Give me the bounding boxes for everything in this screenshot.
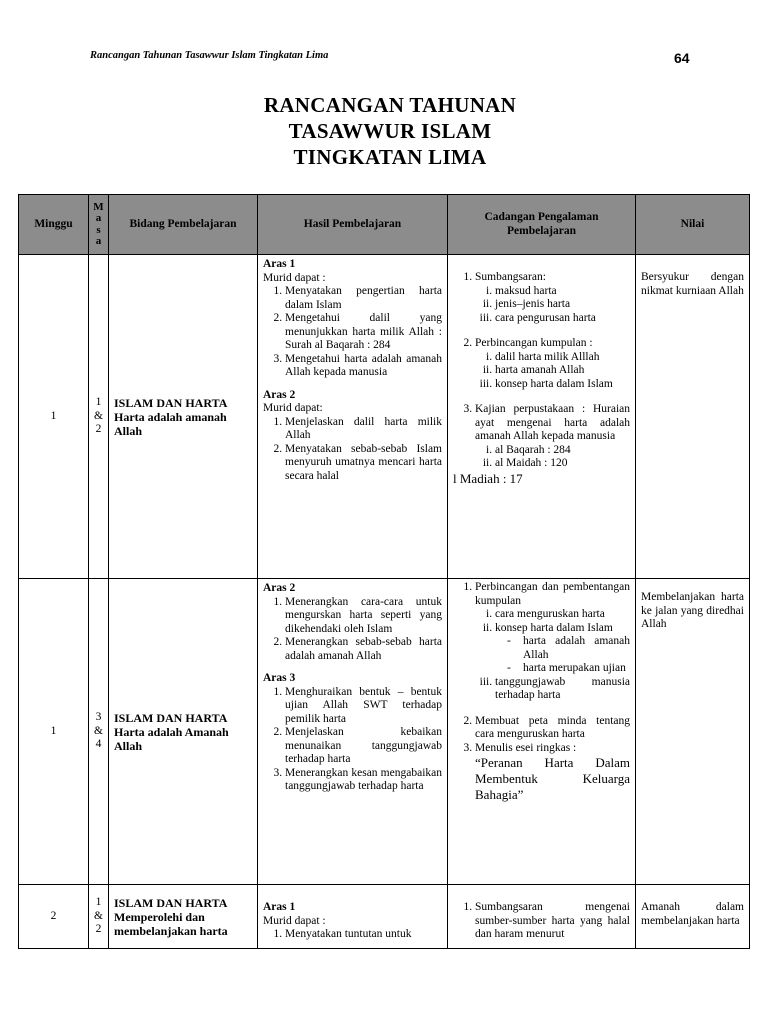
page-number: 64: [674, 50, 690, 66]
cadangan-cell: 1. Sumbangsaran: i. maksud harta ii. jenis–jenis harta iii. cara pengurusan harta 2. Perbincangan kumpulan : i. dalil harta milik Alllah ii. harta amanah Allah iii. konsep harta dalam Islam 3. Kajian perpustakaan : Huraian ayat mengenai harta adalah amanah Allah kepada manusia i. al Baqarah : 284 ii. al Maidah : 120 l Madiah : 17: [448, 255, 636, 579]
col-minggu: Minggu: [19, 195, 89, 255]
col-cadangan: Cadangan Pengalaman Pembelajaran: [448, 195, 636, 255]
title-line-1: RANCANGAN TAHUNAN: [263, 93, 517, 117]
table-row: [19, 255, 750, 579]
col-hasil: Hasil Pembelajaran: [258, 195, 448, 255]
cadangan-cell: 1. Perbincangan dan pembentangan kumpulan i. cara menguruskan harta ii. konsep harta dalam Islam - harta adalah amanah Allah - harta merupakan ujian iii. tanggungjawab manusia terhadap harta 2. Membuat peta minda tentang cara menguruskan harta 3. Menulis esei ringkas : “Peranan Harta Dalam Membentuk Keluarga Bahagia”: [448, 579, 636, 885]
nilai-cell: Amanah dalam membelanjakan harta: [636, 885, 750, 949]
hasil-cell: Aras 1 Murid dapat : 1. Menyatakan tuntutan untuk: [258, 885, 448, 949]
minggu-cell: 1: [19, 579, 89, 885]
minggu-cell: 2: [19, 885, 89, 949]
minggu-cell: 1: [19, 255, 89, 579]
nilai-cell: Membelanjakan harta ke jalan yang diredhai Allah: [636, 579, 750, 885]
col-masa: M a s a: [89, 195, 109, 255]
masa-cell: 1 & 2: [89, 885, 109, 949]
masa-cell: 1 & 2: [89, 255, 109, 579]
bidang-cell: ISLAM DAN HARTA Harta adalah amanah Allah: [109, 255, 258, 579]
cadangan-cell: 1. Sumbangsaran mengenai sumber-sumber harta yang halal dan haram menurut: [448, 885, 636, 949]
masa-cell: 3 & 4: [89, 579, 109, 885]
table-header-row: [19, 195, 750, 255]
table-row: [19, 579, 750, 885]
col-bidang: Bidang Pembelajaran: [109, 195, 258, 255]
hasil-cell: Aras 2 1. Menerangkan cara-cara untuk mengurskan harta seperti yang dikehendaki oleh Islam 2. Menerangkan sebab-sebab harta adalah amanah Allah Aras 3 1. Menghuraikan bentuk – bentuk ujian Allah SWT terhadap pemilik harta 2. Menjelaskan kebaikan menunaikan tanggungjawab terhadap harta 3. Menerangkan kesan mengabaikan tanggungjawab terhadap harta: [258, 579, 448, 885]
hasil-cell: Aras 1 Murid dapat : 1. Menyatakan pengertian harta dalam Islam 2. Mengetahui dalil yang menunjukkan harta milik Allah : Surah al Baqarah : 284 3. Mengetahui harta adalah amanah Allah kepada manusia Aras 2 Murid dapat: 1. Menjelaskan dalil harta milik Allah 2. Menyatakan sebab-sebab Islam menyuruh umatnya mencari harta secara halal: [258, 255, 448, 579]
plan-table: [18, 194, 750, 949]
bidang-cell: ISLAM DAN HARTA Memperolehi dan membelanjakan harta: [109, 885, 258, 949]
col-nilai: Nilai: [636, 195, 750, 255]
bidang-cell: ISLAM DAN HARTA Harta adalah Amanah Allah: [109, 579, 258, 885]
title-line-2: TASAWWUR ISLAM: [288, 119, 492, 143]
table-row: [19, 885, 750, 949]
title-line-3: TINGKATAN LIMA: [293, 145, 487, 169]
running-header: Rancangan Tahunan Tasawwur Islam Tingkatan Lima: [90, 50, 329, 61]
nilai-cell: Bersyukur dengan nikmat kurniaan Allah: [636, 255, 750, 579]
